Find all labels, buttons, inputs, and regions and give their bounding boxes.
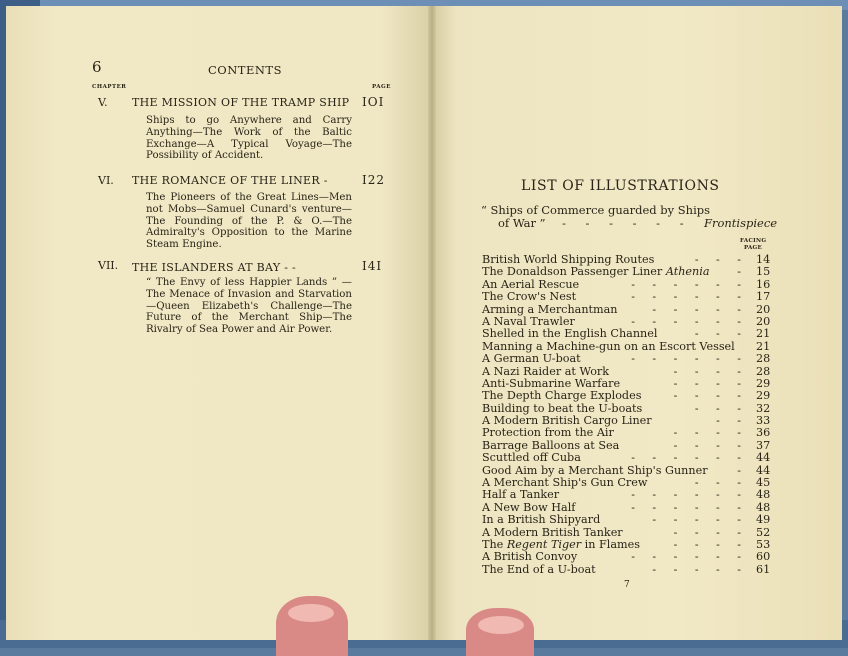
illustration-caption: Shelled in the English Channel [482,327,658,341]
illustration-leader-dashes: - - - - [673,390,748,403]
left-thumbnail [288,604,334,622]
illustration-caption: The Depth Charge Explodes [482,389,642,403]
illustration-row [482,353,772,365]
illustration-row [482,390,772,402]
illustration-row [482,551,772,563]
facing-label-line1: FACING [740,238,767,244]
illustration-page-number: 29 [756,389,771,403]
illustration-caption: A New Bow Half [482,500,576,514]
illustration-page-number: 52 [756,525,771,539]
illustration-page-number: 49 [756,513,771,527]
chapter-title: THE MISSION OF THE TRAMP SHIP [132,96,350,109]
left-page-number: 6 [92,58,102,76]
illustration-leader-dashes: - - - [694,254,748,266]
illustration-page-number: 61 [756,562,771,576]
chapter-summary: “ The Envy of less Happier Lands ” —The Menace of Invasion and Starvation—Queen Elizabeth's Challenge—The Future of the Merchant Ship—The Rivalry of Sea Power and Air Power. [146,277,352,336]
illustrations-heading: LIST OF ILLUSTRATIONS [521,178,720,194]
illustration-page-number: 16 [756,277,771,291]
illustration-caption: An Aerial Rescue [482,277,580,291]
illustration-caption: A Merchant Ship's Gun Crew [482,476,648,490]
illustration-page-number: 21 [756,339,771,353]
illustration-page-number: 32 [756,401,771,415]
facing-label-line2: PAGE [743,245,763,251]
illustration-leader-dashes: - - - - - - [631,353,748,366]
ship-name: Athenia [665,265,710,279]
right-thumbnail [478,616,524,634]
illustration-row [482,514,772,526]
illustration-caption: The Regent Tiger in Flames [482,537,641,551]
illustration-row [482,328,772,340]
illustration-page-number: 44 [756,463,771,477]
illustration-page-number: 36 [756,426,771,440]
frontispiece-caption-line2: of War ” [498,216,546,230]
illustration-row [482,489,772,501]
illustration-leader-dashes: - - - - - - [631,278,748,291]
illustration-caption: Protection from the Air [482,426,614,440]
chapter-numeral: VI. [98,174,114,187]
book-gutter [428,6,436,640]
illustration-page-number: 20 [756,314,771,328]
illustration-page-number: 14 [756,253,771,266]
chapter-summary: The Pioneers of the Great Lines—Men not Mobs—Samuel Cunard's venture—The Founding of the P. & O.—The Admiralty's Opposition to the Marine Steam Engine. [146,192,352,251]
illustration-page-number: 48 [756,488,771,502]
illustration-page-number: 28 [756,364,771,378]
illustration-leader-dashes: - - - [694,328,748,341]
chapter-page: I22 [362,173,386,187]
chapter-numeral: VII. [98,259,119,272]
illustration-page-number: 17 [756,290,771,304]
illustration-leader-dashes: - - - - - - [631,501,748,514]
illustration-caption: A Modern British Tanker [482,525,623,539]
illustration-page-number: 28 [756,352,771,366]
illustration-page-number: 20 [756,302,771,316]
illustration-leader-dashes: - - - - [673,538,748,551]
illustration-caption: Scuttled off Cuba [482,451,581,465]
chapter-page: IOI [362,95,385,109]
left-thumb [276,596,348,656]
illustration-leader-dashes: - [737,266,748,279]
illustration-row [482,564,772,576]
illustration-leader-dashes: - - - [694,402,748,415]
chapter-summary: Ships to go Anywhere and Carry Anything—The Work of the Baltic Exchange—A Typical Voyage—The Possibility of Accident. [146,115,352,162]
illustration-leader-dashes: - - - - - - [631,489,748,502]
chapter-title: THE ROMANCE OF THE LINER - [132,174,328,187]
right-page-number: 7 [624,580,630,590]
illustration-list [482,254,772,576]
chapter-page: I4I [362,259,383,273]
illustration-caption: In a British Shipyard [482,513,601,527]
illustration-leader-dashes: - - - - - - [631,452,748,465]
page-column-label: PAGE [372,84,391,90]
illustration-page-number: 29 [756,376,771,390]
facing-page-column-label [740,238,766,252]
chapter-numeral: V. [98,96,108,109]
illustration-caption: Barrage Balloons at Sea [482,438,620,452]
chapter-column-label: CHAPTER [92,84,127,90]
illustration-caption: Arming a Merchantman [482,302,618,316]
illustration-leader-dashes: - - - - [673,427,748,440]
illustration-caption: Half a Tanker [482,488,560,502]
illustration-leader-dashes: - - - - - [652,563,748,576]
illustration-caption: The Donaldson Passenger Liner Athenia [482,265,710,279]
illustration-leader-dashes: - [737,464,748,477]
illustration-leader-dashes: - - - [694,477,748,490]
chapter-title: THE ISLANDERS AT BAY - - [132,261,297,274]
illustration-leader-dashes: - - - - - [652,303,748,316]
illustration-caption: British World Shipping Routes [482,253,655,266]
illustration-page-number: 21 [756,327,771,341]
illustration-caption: Manning a Machine-gun on an Escort Vessel [482,339,735,353]
illustration-caption: Building to beat the U-boats [482,401,643,415]
illustration-leader-dashes: - - - - - - [631,551,748,564]
illustration-caption: A Modern British Cargo Liner [482,414,652,428]
contents-heading: CONTENTS [208,63,282,77]
illustration-leader-dashes: - - - - - - [631,315,748,328]
illustration-caption: Anti-Submarine Warfare [482,376,621,390]
ship-name: Regent Tiger [506,537,582,551]
illustration-page-number: 37 [756,438,771,452]
illustration-leader-dashes: - - [716,415,748,428]
illustration-row [482,291,772,303]
illustration-caption: Good Aim by a Merchant Ship's Gunner [482,463,708,477]
illustration-page-number: 45 [756,476,771,490]
illustration-leader-dashes: - - - - [673,439,748,452]
illustration-row [482,427,772,439]
illustration-caption: The End of a U-boat [482,562,596,576]
illustration-page-number: 44 [756,451,771,465]
illustration-page-number: 48 [756,500,771,514]
right-thumb [466,608,534,656]
illustration-page-number: 53 [756,537,771,551]
illustration-leader-dashes: - - - - [673,526,748,539]
illustration-leader-dashes: - - - - - - [631,291,748,304]
illustration-caption: A German U-boat [482,352,581,366]
illustration-leader-dashes: - - - - [673,377,748,390]
illustration-caption: A Naval Trawler [482,314,575,328]
frontispiece-leader-dashes: - - - - - - [562,216,692,230]
illustration-caption: The Crow's Nest [482,290,577,304]
frontispiece-caption-line1: “ Ships of Commerce guarded by Ships [481,203,711,217]
illustration-page-number: 33 [756,414,771,428]
illustration-row [482,266,772,278]
illustration-leader-dashes: - - - - - [652,514,748,527]
frontispiece-label: Frontispiece [704,216,778,230]
illustration-page-number: 15 [756,265,771,279]
illustration-caption: A Nazi Raider at Work [482,364,610,378]
illustration-leader-dashes: - - - - [673,365,748,378]
illustration-caption: A British Convoy [482,550,578,564]
illustration-page-number: 60 [756,550,771,564]
illustration-row [482,452,772,464]
